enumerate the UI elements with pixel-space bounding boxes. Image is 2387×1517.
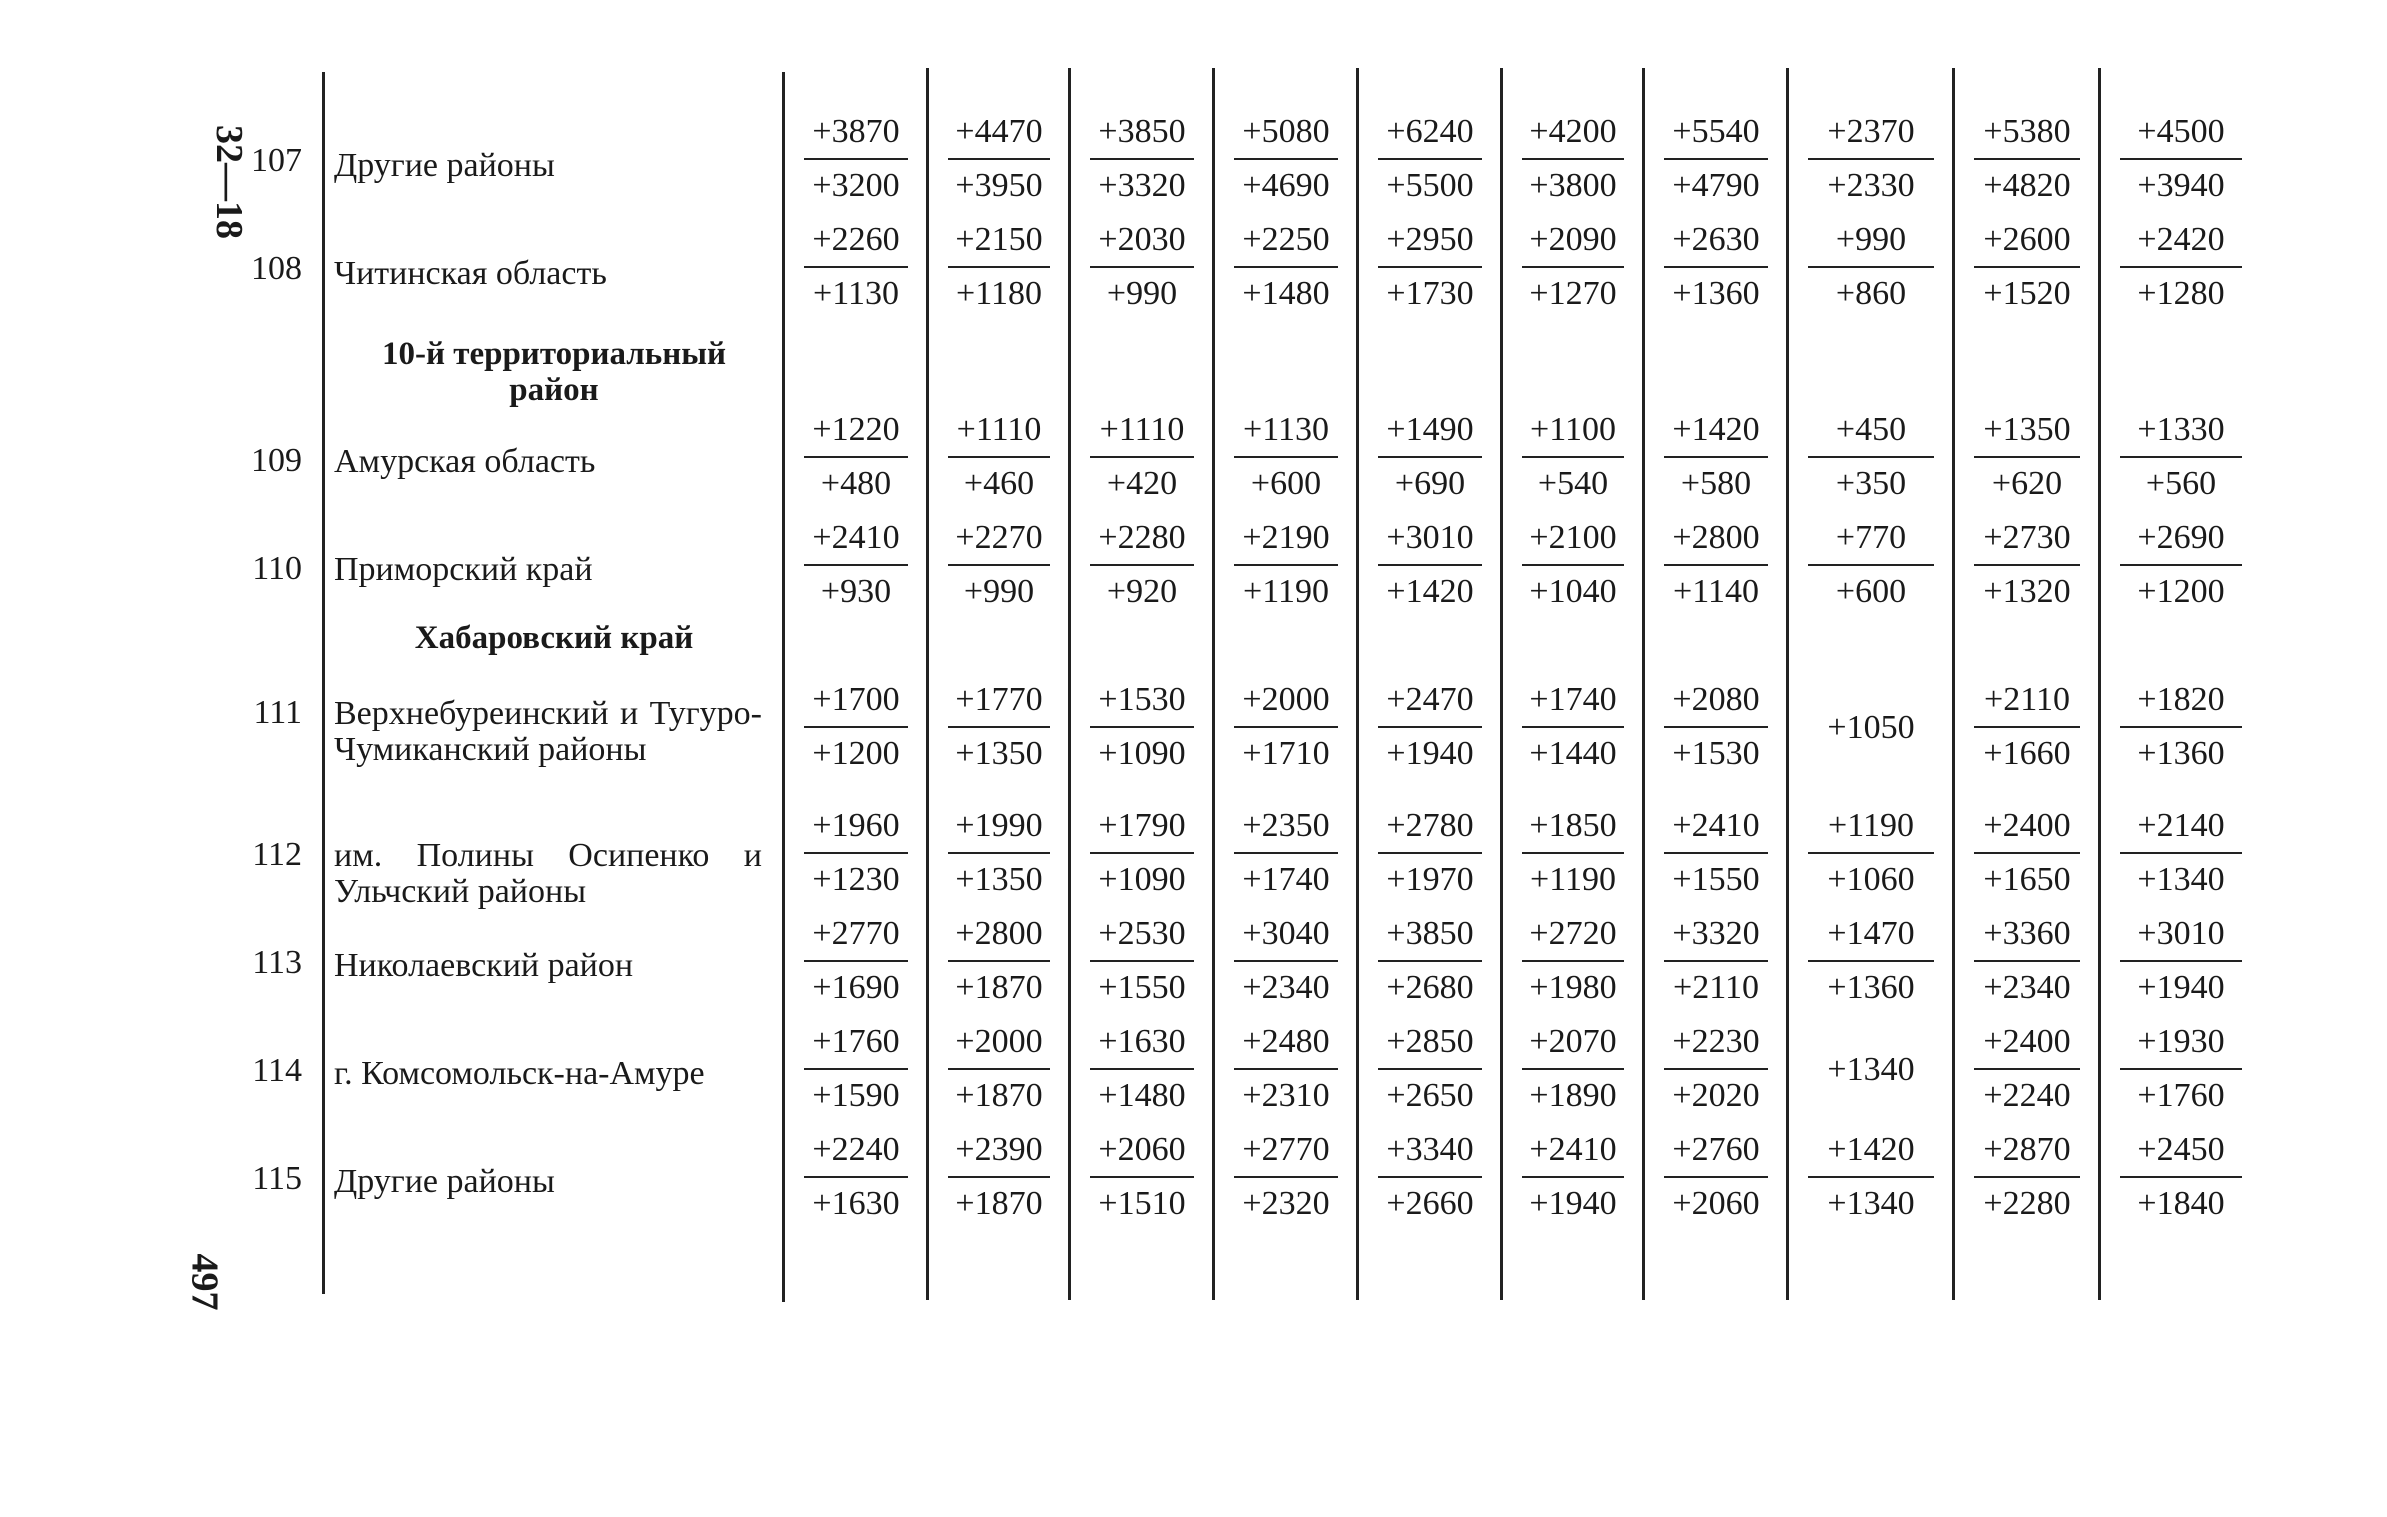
denominator-value: +2020 <box>1672 1077 1760 1114</box>
denominator-value: +920 <box>1106 573 1178 610</box>
fraction-line <box>948 1176 1050 1178</box>
numerator-value: +2630 <box>1672 221 1760 258</box>
fraction-line <box>1522 726 1624 728</box>
numerator-value: +2950 <box>1386 221 1474 258</box>
fraction-line <box>1090 1176 1194 1178</box>
numerator-value: +2000 <box>1242 681 1330 718</box>
fraction-line <box>1974 158 2080 160</box>
numerator-value: +2800 <box>955 915 1043 952</box>
denominator-value: +4690 <box>1242 167 1330 204</box>
denominator-value: +1480 <box>1098 1077 1186 1114</box>
denominator-value: +1350 <box>955 735 1043 772</box>
column-rule-9 <box>1952 68 1955 1300</box>
numerator-value: +1110 <box>1099 411 1185 448</box>
denominator-value: +2340 <box>1242 969 1330 1006</box>
fraction-line <box>1234 456 1338 458</box>
numerator-value: +2770 <box>812 915 900 952</box>
denominator-value: +1710 <box>1242 735 1330 772</box>
numerator-value: +2760 <box>1672 1131 1760 1168</box>
denominator-value: +3800 <box>1529 167 1617 204</box>
fraction-line <box>1664 564 1768 566</box>
denominator-value: +1280 <box>2137 275 2225 312</box>
fraction-line <box>1378 266 1482 268</box>
denominator-value: +1200 <box>812 735 900 772</box>
numerator-value: +1490 <box>1386 411 1474 448</box>
denominator-value: +1650 <box>1983 861 2071 898</box>
denominator-value: +600 <box>1835 573 1907 610</box>
fraction-line <box>1522 852 1624 854</box>
numerator-value: +2250 <box>1242 221 1330 258</box>
numerator-value: +1930 <box>2137 1023 2225 1060</box>
fraction-line <box>1974 564 2080 566</box>
column-rule-10 <box>2098 68 2101 1300</box>
denominator-value: +4790 <box>1672 167 1760 204</box>
numerator-value: +4470 <box>955 113 1043 150</box>
numerator-value: +2090 <box>1529 221 1617 258</box>
fraction-line <box>2120 960 2242 962</box>
numerator-value: +2240 <box>812 1131 900 1168</box>
region-name: Читинская область <box>334 255 607 292</box>
fraction-line <box>2120 266 2242 268</box>
fraction-line <box>1234 852 1338 854</box>
numerator-value: +1790 <box>1098 807 1186 844</box>
denominator-value: +1090 <box>1098 735 1186 772</box>
numerator-value: +1420 <box>1672 411 1760 448</box>
numerator-value: +2140 <box>2137 807 2225 844</box>
fraction-line <box>948 158 1050 160</box>
denominator-value: +1630 <box>812 1185 900 1222</box>
column-rule-8 <box>1786 68 1789 1300</box>
numerator-value: +2270 <box>955 519 1043 556</box>
column-rule-1 <box>782 72 785 1302</box>
numerator-value: +4500 <box>2137 113 2225 150</box>
numerator-value: +5380 <box>1983 113 2071 150</box>
fraction-line <box>1974 852 2080 854</box>
numerator-value: +1630 <box>1098 1023 1186 1060</box>
row-number: 115 <box>252 1160 302 1197</box>
denominator-value: +1690 <box>812 969 900 1006</box>
denominator-value: +620 <box>1991 465 2063 502</box>
numerator-value: +2730 <box>1983 519 2071 556</box>
numerator-value: +2230 <box>1672 1023 1760 1060</box>
denominator-value: +1890 <box>1529 1077 1617 1114</box>
numerator-value: +2410 <box>812 519 900 556</box>
numerator-value: +2410 <box>1529 1131 1617 1168</box>
numerator-value: +3040 <box>1242 915 1330 952</box>
numerator-value: +2110 <box>1984 681 2070 718</box>
numerator-value: +3340 <box>1386 1131 1474 1168</box>
numerator-value: +2370 <box>1827 113 1915 150</box>
numerator-value: +1850 <box>1529 807 1617 844</box>
section-heading: Хабаровский край <box>414 620 694 656</box>
numerator-value: +1960 <box>812 807 900 844</box>
fraction-line <box>2120 158 2242 160</box>
fraction-line <box>948 456 1050 458</box>
region-name: Приморский край <box>334 551 593 588</box>
numerator-value: +2420 <box>2137 221 2225 258</box>
denominator-value: +1870 <box>955 1077 1043 1114</box>
fraction-line <box>1522 266 1624 268</box>
denominator-value: +1340 <box>2137 861 2225 898</box>
denominator-value: +860 <box>1835 275 1907 312</box>
denominator-value: +1130 <box>813 275 899 312</box>
denominator-value: +1980 <box>1529 969 1617 1006</box>
fraction-line <box>1090 960 1194 962</box>
fraction-line <box>1234 1176 1338 1178</box>
denominator-value: +1180 <box>956 275 1042 312</box>
denominator-value: +1550 <box>1672 861 1760 898</box>
denominator-value: +1060 <box>1827 861 1915 898</box>
denominator-value: +1440 <box>1529 735 1617 772</box>
fraction-line <box>1522 1068 1624 1070</box>
numerator-value: +2060 <box>1098 1131 1186 1168</box>
fraction-line <box>948 266 1050 268</box>
denominator-value: +2310 <box>1242 1077 1330 1114</box>
single-value: +1340 <box>1827 1051 1915 1088</box>
fraction-line <box>1522 1176 1624 1178</box>
row-number: 108 <box>251 250 302 287</box>
denominator-value: +1760 <box>2137 1077 2225 1114</box>
fraction-line <box>1090 564 1194 566</box>
numerator-value: +1760 <box>812 1023 900 1060</box>
denominator-value: +2110 <box>1673 969 1759 1006</box>
denominator-value: +1480 <box>1242 275 1330 312</box>
fraction-line <box>1664 1176 1768 1178</box>
denominator-value: +1360 <box>1827 969 1915 1006</box>
numerator-value: +1740 <box>1529 681 1617 718</box>
numerator-value: +1100 <box>1530 411 1616 448</box>
numerator-value: +3010 <box>2137 915 2225 952</box>
numerator-value: +3360 <box>1983 915 2071 952</box>
fraction-line <box>804 1176 908 1178</box>
denominator-value: +1520 <box>1983 275 2071 312</box>
denominator-value: +2240 <box>1983 1077 2071 1114</box>
numerator-value: +3870 <box>812 113 900 150</box>
sheet-mark: 32—18 <box>208 125 250 239</box>
denominator-value: +560 <box>2145 465 2217 502</box>
fraction-line <box>1234 960 1338 962</box>
fraction-line <box>1808 564 1934 566</box>
fraction-line <box>1808 266 1934 268</box>
numerator-value: +4200 <box>1529 113 1617 150</box>
region-name: Другие районы <box>334 1163 555 1200</box>
numerator-value: +5540 <box>1672 113 1760 150</box>
denominator-value: +1320 <box>1983 573 2071 610</box>
denominator-value: +540 <box>1537 465 1609 502</box>
fraction-line <box>804 266 908 268</box>
fraction-line <box>1808 1176 1934 1178</box>
numerator-value: +2800 <box>1672 519 1760 556</box>
region-name: Николаевский район <box>334 947 634 984</box>
row-number: 114 <box>252 1052 302 1089</box>
fraction-line <box>1522 960 1624 962</box>
region-name: им. Полины Осипенко и Ульчский районы <box>334 837 762 910</box>
numerator-value: +1530 <box>1098 681 1186 718</box>
numerator-value: +450 <box>1835 411 1907 448</box>
denominator-value: +2340 <box>1983 969 2071 1006</box>
fraction-line <box>948 726 1050 728</box>
fraction-line <box>1974 726 2080 728</box>
numerator-value: +3320 <box>1672 915 1760 952</box>
fraction-line <box>1664 852 1768 854</box>
row-number: 111 <box>253 694 302 731</box>
denominator-value: +2320 <box>1242 1185 1330 1222</box>
denominator-value: +2330 <box>1827 167 1915 204</box>
numerator-value: +5080 <box>1242 113 1330 150</box>
fraction-line <box>1090 852 1194 854</box>
denominator-value: +1530 <box>1672 735 1760 772</box>
numerator-value: +2190 <box>1242 519 1330 556</box>
numerator-value: +1190 <box>1828 807 1914 844</box>
region-name: Верхнебуреинский и Тугуро-Чумиканский районы <box>334 695 762 768</box>
denominator-value: +3940 <box>2137 167 2225 204</box>
numerator-value: +1110 <box>956 411 1042 448</box>
fraction-line <box>804 456 908 458</box>
fraction-line <box>1974 1176 2080 1178</box>
fraction-line <box>1234 158 1338 160</box>
fraction-line <box>1090 158 1194 160</box>
denominator-value: +1940 <box>2137 969 2225 1006</box>
fraction-line <box>1378 1176 1482 1178</box>
denominator-value: +930 <box>820 573 892 610</box>
fraction-line <box>948 852 1050 854</box>
fraction-line <box>1522 564 1624 566</box>
numerator-value: +2280 <box>1098 519 1186 556</box>
fraction-line <box>1378 1068 1482 1070</box>
fraction-line <box>2120 852 2242 854</box>
denominator-value: +990 <box>1106 275 1178 312</box>
column-rule-3 <box>1068 68 1071 1300</box>
fraction-line <box>1664 266 1768 268</box>
denominator-value: +2650 <box>1386 1077 1474 1114</box>
denominator-value: +2660 <box>1386 1185 1474 1222</box>
denominator-value: +1940 <box>1386 735 1474 772</box>
denominator-value: +5500 <box>1386 167 1474 204</box>
column-rule-7 <box>1642 68 1645 1300</box>
numerator-value: +2450 <box>2137 1131 2225 1168</box>
fraction-line <box>1378 158 1482 160</box>
denominator-value: +580 <box>1680 465 1752 502</box>
fraction-line <box>948 1068 1050 1070</box>
fraction-line <box>2120 726 2242 728</box>
denominator-value: +1970 <box>1386 861 1474 898</box>
denominator-value: +2680 <box>1386 969 1474 1006</box>
denominator-value: +1510 <box>1098 1185 1186 1222</box>
denominator-value: +420 <box>1106 465 1178 502</box>
denominator-value: +3200 <box>812 167 900 204</box>
numerator-value: +2350 <box>1242 807 1330 844</box>
fraction-line <box>804 564 908 566</box>
numerator-value: +6240 <box>1386 113 1474 150</box>
column-rule-6 <box>1500 68 1503 1300</box>
fraction-line <box>804 960 908 962</box>
numerator-value: +2780 <box>1386 807 1474 844</box>
fraction-line <box>1664 1068 1768 1070</box>
numerator-value: +2100 <box>1529 519 1617 556</box>
fraction-line <box>1378 726 1482 728</box>
numerator-value: +3850 <box>1386 915 1474 952</box>
fraction-line <box>1522 158 1624 160</box>
numerator-value: +2150 <box>955 221 1043 258</box>
numerator-value: +1770 <box>955 681 1043 718</box>
row-number: 109 <box>251 442 302 479</box>
fraction-line <box>1808 158 1934 160</box>
fraction-line <box>1974 456 2080 458</box>
numerator-value: +2480 <box>1242 1023 1330 1060</box>
denominator-value: +3950 <box>955 167 1043 204</box>
denominator-value: +1270 <box>1529 275 1617 312</box>
fraction-line <box>1378 960 1482 962</box>
fraction-line <box>2120 1068 2242 1070</box>
row-number: 112 <box>252 836 302 873</box>
column-rule-names <box>322 72 325 1294</box>
numerator-value: +2070 <box>1529 1023 1617 1060</box>
denominator-value: +1360 <box>1672 275 1760 312</box>
fraction-line <box>2120 1176 2242 1178</box>
numerator-value: +2870 <box>1983 1131 2071 1168</box>
numerator-value: +2600 <box>1983 221 2071 258</box>
region-name: г. Комсомольск-на-Амуре <box>334 1055 705 1092</box>
numerator-value: +2080 <box>1672 681 1760 718</box>
denominator-value: +4820 <box>1983 167 2071 204</box>
denominator-value: +350 <box>1835 465 1907 502</box>
numerator-value: +1470 <box>1827 915 1915 952</box>
denominator-value: +1200 <box>2137 573 2225 610</box>
denominator-value: +1550 <box>1098 969 1186 1006</box>
fraction-line <box>1974 266 2080 268</box>
numerator-value: +3850 <box>1098 113 1186 150</box>
denominator-value: +1870 <box>955 969 1043 1006</box>
numerator-value: +2770 <box>1242 1131 1330 1168</box>
fraction-line <box>1664 456 1768 458</box>
fraction-line <box>804 158 908 160</box>
numerator-value: +1220 <box>812 411 900 448</box>
fraction-line <box>1664 158 1768 160</box>
denominator-value: +1090 <box>1098 861 1186 898</box>
column-rule-4 <box>1212 68 1215 1300</box>
numerator-value: +1130 <box>1243 411 1329 448</box>
denominator-value: +460 <box>963 465 1035 502</box>
region-name: Другие районы <box>334 147 555 184</box>
fraction-line <box>1378 852 1482 854</box>
numerator-value: +2850 <box>1386 1023 1474 1060</box>
denominator-value: +600 <box>1250 465 1322 502</box>
denominator-value: +1360 <box>2137 735 2225 772</box>
numerator-value: +1990 <box>955 807 1043 844</box>
fraction-line <box>1234 1068 1338 1070</box>
numerator-value: +2400 <box>1983 1023 2071 1060</box>
numerator-value: +2530 <box>1098 915 1186 952</box>
numerator-value: +2720 <box>1529 915 1617 952</box>
denominator-value: +1420 <box>1386 573 1474 610</box>
fraction-line <box>1234 726 1338 728</box>
denominator-value: +2060 <box>1672 1185 1760 1222</box>
numerator-value: +3010 <box>1386 519 1474 556</box>
fraction-line <box>1974 1068 2080 1070</box>
denominator-value: +690 <box>1394 465 1466 502</box>
fraction-line <box>1090 1068 1194 1070</box>
denominator-value: +990 <box>963 573 1035 610</box>
row-number: 110 <box>252 550 302 587</box>
numerator-value: +1330 <box>2137 411 2225 448</box>
region-name: Амурская область <box>334 443 596 480</box>
fraction-line <box>2120 456 2242 458</box>
numerator-value: +990 <box>1835 221 1907 258</box>
numerator-value: +2470 <box>1386 681 1474 718</box>
row-number: 107 <box>251 142 302 179</box>
fraction-line <box>1090 726 1194 728</box>
fraction-line <box>1664 960 1768 962</box>
numerator-value: +1350 <box>1983 411 2071 448</box>
fraction-line <box>1808 852 1934 854</box>
numerator-value: +1700 <box>812 681 900 718</box>
fraction-line <box>1664 726 1768 728</box>
fraction-line <box>1808 960 1934 962</box>
numerator-value: +2000 <box>955 1023 1043 1060</box>
denominator-value: +1870 <box>955 1185 1043 1222</box>
fraction-line <box>948 564 1050 566</box>
fraction-line <box>1808 456 1934 458</box>
fraction-line <box>1974 960 2080 962</box>
numerator-value: +770 <box>1835 519 1907 556</box>
section-heading: 10-й территориальный район <box>381 336 727 408</box>
row-number: 113 <box>252 944 302 981</box>
denominator-value: +1590 <box>812 1077 900 1114</box>
numerator-value: +2030 <box>1098 221 1186 258</box>
fraction-line <box>1090 456 1194 458</box>
denominator-value: +1340 <box>1827 1185 1915 1222</box>
denominator-value: +2280 <box>1983 1185 2071 1222</box>
fraction-line <box>2120 564 2242 566</box>
column-rule-2 <box>926 68 929 1300</box>
fraction-line <box>804 852 908 854</box>
numerator-value: +2410 <box>1672 807 1760 844</box>
fraction-line <box>1234 564 1338 566</box>
denominator-value: +1940 <box>1529 1185 1617 1222</box>
single-value: +1050 <box>1827 709 1915 746</box>
numerator-value: +2690 <box>2137 519 2225 556</box>
fraction-line <box>948 960 1050 962</box>
numerator-value: +2260 <box>812 221 900 258</box>
numerator-value: +2400 <box>1983 807 2071 844</box>
column-rule-5 <box>1356 68 1359 1300</box>
denominator-value: +1350 <box>955 861 1043 898</box>
denominator-value: +1040 <box>1529 573 1617 610</box>
numerator-value: +1820 <box>2137 681 2225 718</box>
fraction-line <box>1234 266 1338 268</box>
denominator-value: +1140 <box>1673 573 1759 610</box>
denominator-value: +1190 <box>1530 861 1616 898</box>
denominator-value: +3320 <box>1098 167 1186 204</box>
denominator-value: +1840 <box>2137 1185 2225 1222</box>
fraction-line <box>1090 266 1194 268</box>
denominator-value: +1230 <box>812 861 900 898</box>
denominator-value: +1190 <box>1243 573 1329 610</box>
fraction-line <box>804 1068 908 1070</box>
denominator-value: +1660 <box>1983 735 2071 772</box>
fraction-line <box>804 726 908 728</box>
denominator-value: +1730 <box>1386 275 1474 312</box>
fraction-line <box>1378 564 1482 566</box>
page-number: 497 <box>183 1253 226 1311</box>
denominator-value: +1740 <box>1242 861 1330 898</box>
numerator-value: +2390 <box>955 1131 1043 1168</box>
fraction-line <box>1378 456 1482 458</box>
denominator-value: +480 <box>820 465 892 502</box>
fraction-line <box>1522 456 1624 458</box>
numerator-value: +1420 <box>1827 1131 1915 1168</box>
